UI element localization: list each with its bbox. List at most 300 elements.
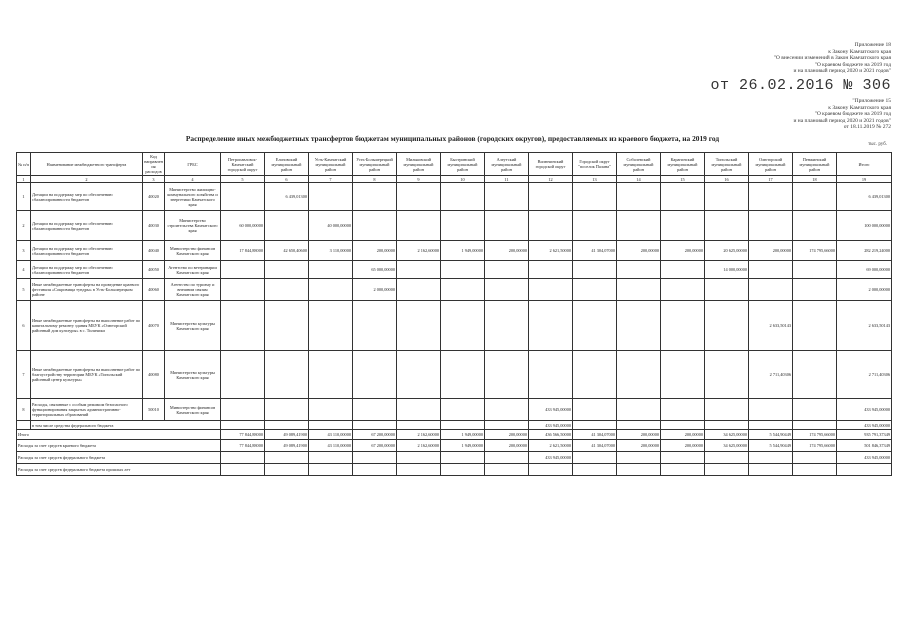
amount-cell: [441, 399, 485, 421]
amount-cell: 60 000,00000: [221, 211, 265, 241]
grbs-name: Министерство культуры Камчатского края: [165, 351, 221, 399]
expense-code: 50010: [143, 399, 165, 421]
amount-cell: [265, 301, 309, 351]
row-label: Расходы за счет средств федерального бюджета: [17, 452, 221, 464]
appendix-header: [691, 42, 891, 75]
column-index: 5: [221, 176, 265, 183]
amount-cell: [793, 399, 837, 421]
expense-code: 40060: [143, 279, 165, 301]
amount-cell: [573, 399, 617, 421]
amount-cell: 3 110,00000: [309, 241, 353, 261]
column-header: Итого: [837, 153, 892, 176]
amount-cell: [661, 452, 705, 464]
amount-cell: 2 000,00000: [837, 279, 892, 301]
column-index: 16: [705, 176, 749, 183]
column-header: ГРБС: [165, 153, 221, 176]
transfer-name: Иные межбюджетные трансферты на выполнение работ по капитальному ремонту здания МБУК «Олюторский районный дом культуры» в с. Тиличики: [31, 301, 143, 351]
amount-cell: [529, 301, 573, 351]
summary-row: [17, 452, 892, 464]
summary-row: [17, 440, 892, 452]
amount-cell: [221, 279, 265, 301]
total-row: [17, 430, 892, 440]
prev-ref-line: от 18.11.2019 № 272: [843, 124, 891, 130]
amount-cell: 67 200,00000: [353, 430, 397, 440]
amount-cell: [353, 351, 397, 399]
amount-cell: 200,00000: [617, 440, 661, 452]
amount-cell: [749, 279, 793, 301]
row-number: 4: [17, 261, 31, 279]
amount-cell: [705, 464, 749, 476]
amount-cell: 282 219,24000: [837, 241, 892, 261]
amount-cell: [837, 464, 892, 476]
amount-cell: [617, 301, 661, 351]
amount-cell: [705, 279, 749, 301]
amount-cell: [617, 279, 661, 301]
amount-cell: 2 633,50143: [749, 301, 793, 351]
column-index: 1: [17, 176, 31, 183]
amount-cell: 100 000,00000: [837, 211, 892, 241]
prev-ref-line: "О краевом бюджете на 2019 год: [814, 111, 891, 117]
amount-cell: [485, 399, 529, 421]
amount-cell: [749, 261, 793, 279]
amount-cell: 433 945,00000: [837, 452, 892, 464]
column-header: Карагинский муниципальный район: [661, 153, 705, 176]
amount-cell: [529, 183, 573, 211]
amount-cell: [793, 351, 837, 399]
amount-cell: [617, 399, 661, 421]
amount-cell: 20 625,00000: [705, 241, 749, 261]
amount-cell: 43 110,00000: [309, 430, 353, 440]
table-row: [17, 301, 892, 351]
prev-ref-line: к Закону Камчатского края: [828, 104, 891, 111]
amount-cell: 433 945,00000: [529, 421, 573, 430]
amount-cell: [221, 464, 265, 476]
amount-cell: [661, 399, 705, 421]
amount-cell: [661, 301, 705, 351]
amount-cell: [265, 279, 309, 301]
amount-cell: [309, 351, 353, 399]
amount-cell: [485, 211, 529, 241]
amount-cell: [309, 301, 353, 351]
amount-cell: 77 844,88000: [221, 430, 265, 440]
amount-cell: 200,00000: [617, 241, 661, 261]
expense-code: 40070: [143, 301, 165, 351]
stamp-date: от 26.02.2016 № 306: [710, 77, 891, 94]
amount-cell: [661, 211, 705, 241]
column-index: 11: [485, 176, 529, 183]
amount-cell: 77 844,88000: [221, 440, 265, 452]
transfer-name: Расходы, связанные с особым режимом безопасного функционирования закрытых административно-территориальных образований: [31, 399, 143, 421]
amount-cell: [221, 399, 265, 421]
table-header-row: [17, 153, 892, 176]
amount-cell: 67 200,00000: [353, 440, 397, 452]
amount-cell: [573, 464, 617, 476]
previous-appendix-reference: [691, 98, 891, 131]
amount-cell: [661, 279, 705, 301]
amount-cell: [397, 399, 441, 421]
amount-cell: 200,00000: [617, 430, 661, 440]
amount-cell: [221, 351, 265, 399]
amount-cell: [441, 351, 485, 399]
amount-cell: 200,00000: [353, 241, 397, 261]
amount-cell: 2 162,60000: [397, 241, 441, 261]
amount-cell: [221, 261, 265, 279]
table-row: [17, 261, 892, 279]
appendix-line: "О внесении изменений в Закон Камчатского края: [773, 55, 891, 61]
transfer-name: Иные межбюджетные трансферты на выполнение работ по благоустройству территории МБУК «Тигильский районный центр культуры»: [31, 351, 143, 399]
amount-cell: [265, 261, 309, 279]
column-index: 4: [165, 176, 221, 183]
transfer-name: Дотации на поддержку мер по обеспечению сбалансированности бюджетов: [31, 261, 143, 279]
amount-cell: [529, 211, 573, 241]
row-number: 5: [17, 279, 31, 301]
table-row: [17, 241, 892, 261]
row-number: 6: [17, 301, 31, 351]
amount-cell: 2 711,40306: [837, 351, 892, 399]
amount-cell: [529, 279, 573, 301]
expense-code: 40040: [143, 241, 165, 261]
amount-cell: [397, 261, 441, 279]
column-index: 17: [749, 176, 793, 183]
expense-code: 40030: [143, 211, 165, 241]
amount-cell: [573, 301, 617, 351]
amount-cell: 43 110,00000: [309, 440, 353, 452]
amount-cell: 1 949,00000: [441, 241, 485, 261]
table-row: [17, 211, 892, 241]
column-header: Петропавловск-Камчатский городской округ: [221, 153, 265, 176]
row-label: в том числе средства федерального бюджета: [31, 421, 221, 430]
amount-cell: [397, 211, 441, 241]
amount-cell: 200,00000: [749, 241, 793, 261]
amount-cell: [353, 464, 397, 476]
amount-cell: [705, 452, 749, 464]
amount-cell: 2 711,40306: [749, 351, 793, 399]
document-title: Распределение иных межбюджетных трансфертов бюджетам муниципальных районов (городских округов), предоставляемых из краевого бюджета, на 2019 год: [185, 134, 720, 143]
amount-cell: [661, 261, 705, 279]
column-index: 18: [793, 176, 837, 183]
column-header: Алеутский муниципальный район: [485, 153, 529, 176]
amount-cell: [265, 452, 309, 464]
amount-cell: [221, 183, 265, 211]
amount-cell: [529, 351, 573, 399]
amount-cell: [441, 279, 485, 301]
amount-cell: [441, 464, 485, 476]
amount-cell: [617, 351, 661, 399]
appendix-line: и на плановый период 2020 и 2021 годов": [793, 68, 891, 74]
amount-cell: 174 795,66000: [793, 241, 837, 261]
amount-cell: [441, 421, 485, 430]
amount-cell: [793, 261, 837, 279]
amount-cell: [441, 452, 485, 464]
row-label: Расходы за счет средств федерального бюджета прошлых лет: [17, 464, 221, 476]
column-index: 2: [31, 176, 143, 183]
amount-cell: [749, 452, 793, 464]
transfer-name: Дотации на поддержку мер по обеспечению сбалансированности бюджетов: [31, 241, 143, 261]
transfer-name: Иные межбюджетные трансферты на проведение краевого фестиваля «Сокровища тундры» в Усть-Большерецком районе: [31, 279, 143, 301]
amount-cell: [397, 279, 441, 301]
amount-cell: [353, 399, 397, 421]
grbs-name: Министерство жилищно-коммунального хозяйства и энергетики Камчатского края: [165, 183, 221, 211]
amount-cell: 17 844,88000: [221, 241, 265, 261]
amount-cell: [617, 211, 661, 241]
amount-cell: [221, 452, 265, 464]
amount-cell: [397, 301, 441, 351]
amount-cell: 41 304,07000: [573, 430, 617, 440]
column-header: Усть-Большерецкий муниципальный район: [353, 153, 397, 176]
amount-cell: 433 945,00000: [529, 452, 573, 464]
amount-cell: 42 650,40600: [265, 241, 309, 261]
amount-cell: [573, 452, 617, 464]
amount-cell: [485, 351, 529, 399]
transfer-name: Дотации на поддержку мер по обеспечению сбалансированности бюджетов: [31, 183, 143, 211]
amount-cell: [573, 421, 617, 430]
transfers-table: [16, 152, 892, 476]
amount-cell: [309, 464, 353, 476]
amount-cell: 5 544,90449: [749, 430, 793, 440]
row-number: 2: [17, 211, 31, 241]
column-header: Пенжинский муниципальный район: [793, 153, 837, 176]
column-index: 6: [265, 176, 309, 183]
amount-cell: [617, 464, 661, 476]
amount-cell: [793, 421, 837, 430]
column-index: 14: [617, 176, 661, 183]
amount-cell: [309, 399, 353, 421]
amount-cell: [441, 183, 485, 211]
amount-cell: 5 544,90449: [749, 440, 793, 452]
amount-cell: [485, 464, 529, 476]
federal-subtotal-row: [17, 421, 892, 430]
amount-cell: 1 949,00000: [441, 440, 485, 452]
amount-cell: [485, 421, 529, 430]
appendix-line: "О краевом бюджете на 2019 год: [814, 61, 891, 68]
transfer-name: Дотации на поддержку мер по обеспечению сбалансированности бюджетов: [31, 211, 143, 241]
row-label: Итого: [17, 430, 221, 440]
amount-cell: [661, 421, 705, 430]
column-index: 9: [397, 176, 441, 183]
amount-cell: [705, 399, 749, 421]
amount-cell: [573, 183, 617, 211]
prev-ref-line: и на плановый период 2020 и 2021 годов": [793, 117, 891, 124]
column-index: 7: [309, 176, 353, 183]
amount-cell: 436 566,50000: [529, 430, 573, 440]
column-header: Код направления расходов: [144, 154, 163, 174]
grbs-name: Агентство по ветеринарии Камчатского края: [165, 261, 221, 279]
amount-cell: 200,00000: [661, 241, 705, 261]
grbs-name: Министерство культуры Камчатского края: [165, 301, 221, 351]
summary-row: [17, 464, 892, 476]
column-header: Наименование межбюджетного трансферта: [31, 153, 143, 176]
expense-code: 40050: [143, 261, 165, 279]
amount-cell: [353, 183, 397, 211]
amount-cell: 49 089,41900: [265, 440, 309, 452]
amount-cell: [749, 183, 793, 211]
amount-cell: [617, 183, 661, 211]
amount-cell: [353, 211, 397, 241]
amount-cell: [705, 183, 749, 211]
amount-cell: [793, 183, 837, 211]
amount-cell: 2 621,50000: [529, 241, 573, 261]
amount-cell: 2 162,60000: [397, 430, 441, 440]
appendix-line: Приложение 18: [854, 42, 891, 48]
column-header: Елизовский муниципальный район: [265, 153, 309, 176]
amount-cell: [793, 464, 837, 476]
amount-cell: 2 162,60000: [397, 440, 441, 452]
amount-cell: 40 000,00000: [309, 211, 353, 241]
amount-cell: [309, 183, 353, 211]
amount-cell: [309, 279, 353, 301]
amount-cell: [397, 452, 441, 464]
row-number: 3: [17, 241, 31, 261]
column-header: Олюторский муниципальный район: [749, 153, 793, 176]
amount-cell: 2 621,50000: [529, 440, 573, 452]
column-index: 3: [143, 176, 165, 183]
amount-cell: [265, 351, 309, 399]
prev-ref-line: "Приложение 15: [852, 98, 891, 104]
amount-cell: [221, 301, 265, 351]
column-index: 15: [661, 176, 705, 183]
amount-cell: 41 304,07000: [573, 440, 617, 452]
amount-cell: [749, 421, 793, 430]
expense-code: 40020: [143, 183, 165, 211]
amount-cell: [793, 452, 837, 464]
amount-cell: 69 000,00000: [837, 261, 892, 279]
column-header: Тигильский муниципальный район: [705, 153, 749, 176]
amount-cell: [221, 421, 265, 430]
amount-cell: 174 795,66000: [793, 440, 837, 452]
amount-cell: [617, 261, 661, 279]
amount-cell: 433 945,00000: [837, 421, 892, 430]
amount-cell: [749, 464, 793, 476]
expense-code: 40080: [143, 351, 165, 399]
amount-cell: 41 304,07000: [573, 241, 617, 261]
grbs-name: Агентство по туризму и внешним связям Камчатского края: [165, 279, 221, 301]
amount-cell: 14 000,00000: [705, 261, 749, 279]
amount-cell: 200,00000: [485, 430, 529, 440]
amount-cell: [705, 421, 749, 430]
amount-cell: [573, 279, 617, 301]
amount-cell: [397, 421, 441, 430]
grbs-name: Министерство финансов Камчатского края: [165, 399, 221, 421]
amount-cell: [485, 183, 529, 211]
amount-cell: 935 791,37349: [837, 430, 892, 440]
column-index: 10: [441, 176, 485, 183]
amount-cell: [617, 421, 661, 430]
column-index: 13: [573, 176, 617, 183]
amount-cell: [661, 183, 705, 211]
amount-cell: [441, 301, 485, 351]
amount-cell: [353, 452, 397, 464]
amount-cell: 501 846,37349: [837, 440, 892, 452]
amount-cell: [485, 301, 529, 351]
column-header: Городской округ "поселок Палана": [573, 153, 617, 176]
amount-cell: [749, 211, 793, 241]
row-label: Расходы за счет средств краевого бюджета: [17, 440, 221, 452]
amount-cell: [485, 279, 529, 301]
amount-cell: 65 000,00000: [353, 261, 397, 279]
amount-cell: [617, 452, 661, 464]
grbs-name: Министерство строительства Камчатского края: [165, 211, 221, 241]
amount-cell: [397, 351, 441, 399]
amount-cell: [529, 464, 573, 476]
row-number: 8: [17, 399, 31, 421]
amount-cell: 1 949,00000: [441, 430, 485, 440]
amount-cell: 2 633,50143: [837, 301, 892, 351]
amount-cell: [529, 261, 573, 279]
amount-cell: 200,00000: [661, 430, 705, 440]
amount-cell: [265, 211, 309, 241]
amount-cell: [353, 421, 397, 430]
amount-cell: [661, 351, 705, 399]
table-row: [17, 183, 892, 211]
amount-cell: [705, 211, 749, 241]
column-header: Мильковский муниципальный район: [397, 153, 441, 176]
amount-cell: 2 000,00000: [353, 279, 397, 301]
amount-cell: [485, 261, 529, 279]
column-index: 8: [353, 176, 397, 183]
amount-cell: 6 439,01300: [837, 183, 892, 211]
column-index-row: [17, 176, 892, 183]
amount-cell: 433 945,00000: [837, 399, 892, 421]
amount-cell: [397, 183, 441, 211]
amount-cell: [309, 261, 353, 279]
amount-cell: 433 945,00000: [529, 399, 573, 421]
amount-cell: [441, 261, 485, 279]
amount-cell: [749, 399, 793, 421]
amount-cell: [661, 464, 705, 476]
appendix-line: к Закону Камчатского края: [828, 48, 891, 55]
column-index: 12: [529, 176, 573, 183]
table-row: [17, 279, 892, 301]
amount-cell: [441, 211, 485, 241]
amount-cell: [265, 421, 309, 430]
amount-cell: [573, 211, 617, 241]
amount-cell: [265, 399, 309, 421]
column-header: Усть-Камчатский муниципальный район: [309, 153, 353, 176]
amount-cell: [793, 211, 837, 241]
amount-cell: [793, 301, 837, 351]
column-header: Вилючинский городской округ: [529, 153, 573, 176]
grbs-name: Министерство финансов Камчатского края: [165, 241, 221, 261]
amount-cell: 6 439,01300: [265, 183, 309, 211]
amount-cell: [309, 421, 353, 430]
amount-cell: [485, 452, 529, 464]
unit-label: тыс. руб.: [868, 142, 887, 147]
amount-cell: [397, 464, 441, 476]
amount-cell: 200,00000: [485, 241, 529, 261]
row-number: 7: [17, 351, 31, 399]
amount-cell: [265, 464, 309, 476]
amount-cell: [705, 301, 749, 351]
amount-cell: 34 625,00000: [705, 440, 749, 452]
amount-cell: [573, 261, 617, 279]
column-header: Быстринский муниципальный район: [441, 153, 485, 176]
amount-cell: 49 089,41900: [265, 430, 309, 440]
amount-cell: [793, 279, 837, 301]
row-number: [17, 421, 31, 430]
column-header: Соболевский муниципальный район: [617, 153, 661, 176]
amount-cell: 174 795,66000: [793, 430, 837, 440]
row-number: 1: [17, 183, 31, 211]
amount-cell: 34 625,00000: [705, 430, 749, 440]
amount-cell: 200,00000: [661, 440, 705, 452]
column-header: № п/п: [17, 153, 31, 176]
amount-cell: [353, 301, 397, 351]
amount-cell: [573, 351, 617, 399]
column-index: 19: [837, 176, 892, 183]
table-row: [17, 351, 892, 399]
table-row: [17, 399, 892, 421]
amount-cell: [309, 452, 353, 464]
